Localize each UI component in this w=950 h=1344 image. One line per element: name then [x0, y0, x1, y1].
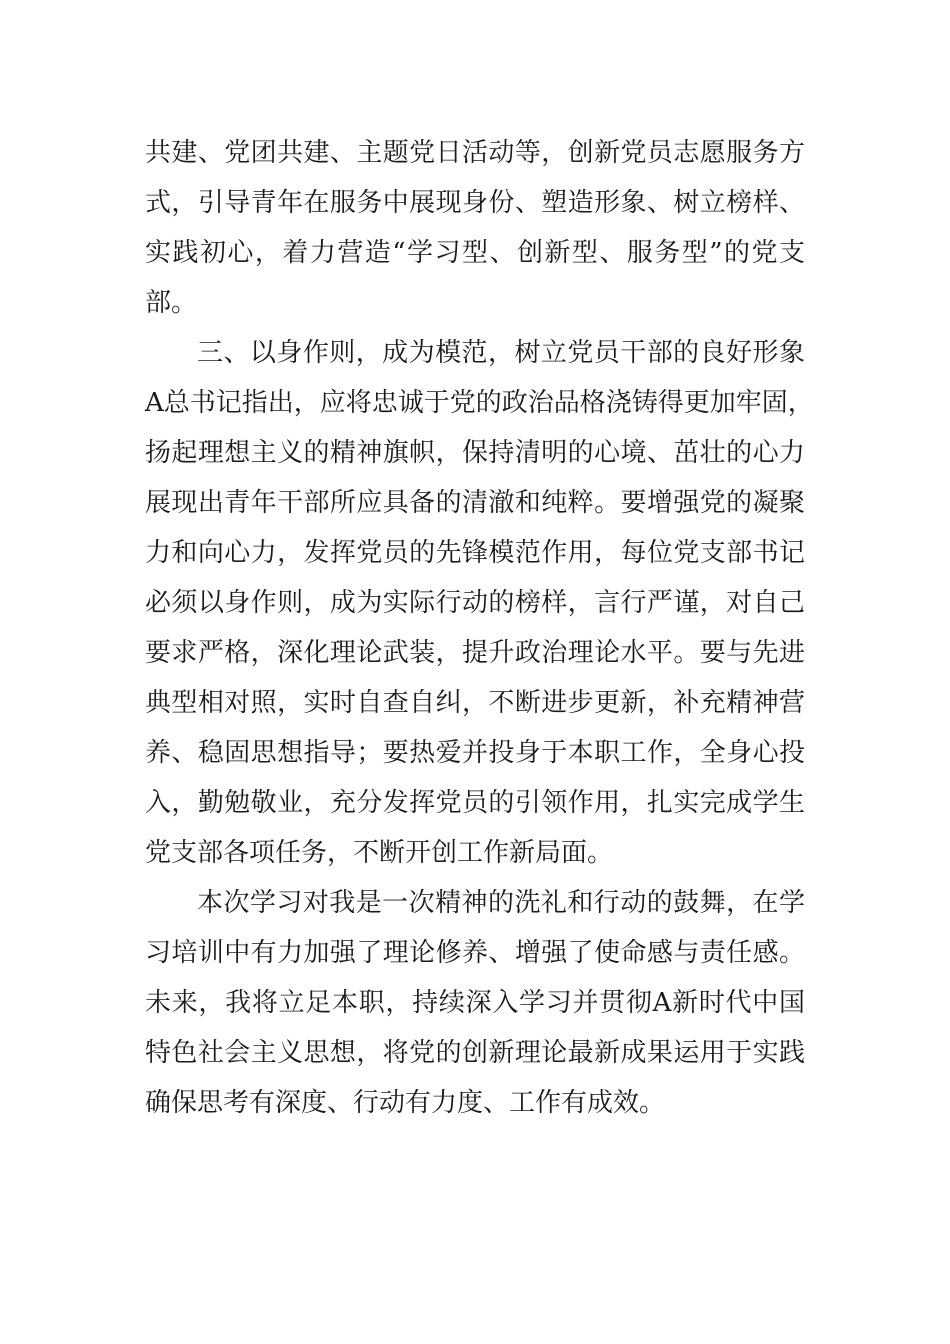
text-line: 确保思考有深度、行动有力度、工作有成效。: [145, 1088, 666, 1118]
text-line: A总书记指出，应将忠诚于党的政治品格浇铸得更加牢固，: [145, 388, 814, 418]
text-line: 式，引导青年在服务中展现身份、塑造形象、树立榜样、: [145, 188, 805, 218]
text-line: 党支部各项任务，不断开创工作新局面。: [145, 838, 614, 868]
text-line: 要求严格，深化理论武装，提升政治理论水平。要与先进: [145, 638, 805, 668]
text-line: 未来，我将立足本职，持续深入学习并贯彻A新时代中国: [145, 988, 805, 1018]
text-line: 部。: [145, 288, 198, 318]
text-line: 扬起理想主义的精神旗帜，保持清明的心境、茁壮的心力: [145, 438, 805, 468]
text-line: 本次学习对我是一次精神的洗礼和行动的鼓舞，在学: [197, 888, 805, 918]
text-line: 展现出青年干部所应具备的清澈和纯粹。要增强党的凝聚: [145, 488, 805, 518]
text-line: 典型相对照，实时自查自纠，不断进步更新，补充精神营: [145, 688, 805, 718]
text-line: 力和向心力，发挥党员的先锋模范作用，每位党支部书记: [145, 538, 805, 568]
text-line: 入，勤勉敬业，充分发挥党员的引领作用，扎实完成学生: [145, 788, 805, 818]
text-line: 实践初心，着力营造“学习型、创新型、服务型”的党支: [145, 238, 805, 268]
text-line: 习培训中有力加强了理论修养、增强了使命感与责任感。: [145, 938, 805, 968]
text-line: 必须以身作则，成为实际行动的榜样，言行严谨，对自己: [145, 588, 805, 618]
text-line: 特色社会主义思想，将党的创新理论最新成果运用于实践: [145, 1038, 805, 1068]
section-heading: 三、以身作则，成为模范，树立党员干部的良好形象: [197, 338, 805, 368]
text-line: 养、稳固思想指导；要热爱并投身于本职工作，全身心投: [145, 738, 805, 768]
text-line: 共建、党团共建、主题党日活动等，创新党员志愿服务方: [145, 138, 805, 168]
